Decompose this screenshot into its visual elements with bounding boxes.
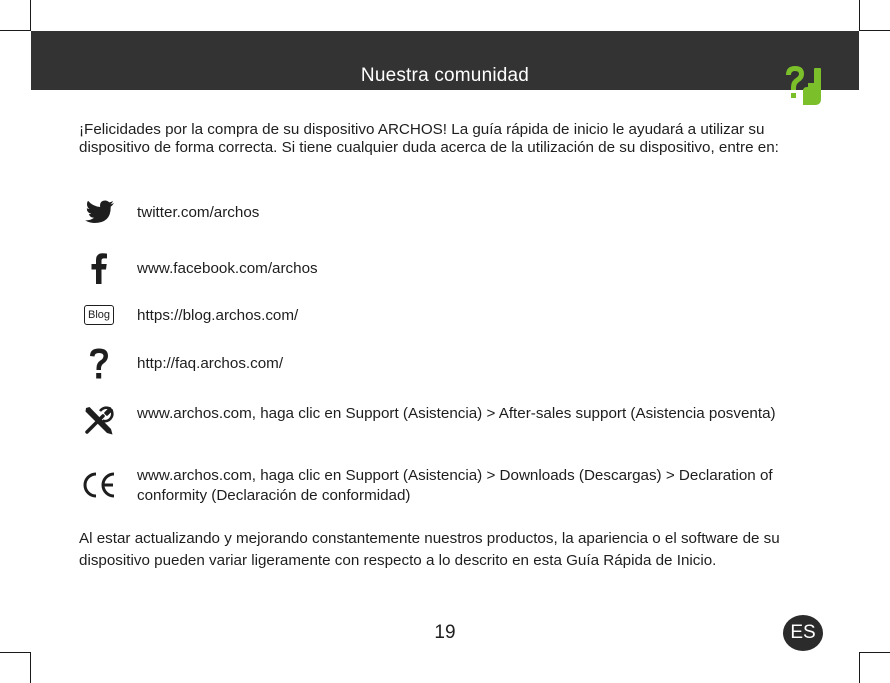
crop-mark — [30, 0, 31, 31]
question-mark-icon — [88, 347, 110, 381]
crop-mark — [0, 652, 31, 653]
twitter-icon — [83, 199, 115, 227]
crop-mark — [859, 0, 860, 31]
crop-mark — [0, 30, 31, 31]
language-badge: ES — [783, 615, 823, 651]
crop-mark — [859, 652, 860, 683]
intro-text: ¡Felicidades por la compra de su dispositivo ARCHOS! La guía rápida de inicio le ayudará a utilizar su dispositivo de forma correcta. Si tiene cualquier duda acerca de la utilización de su dispositivo, entre en: — [79, 121, 779, 156]
faq-link[interactable]: http://faq.archos.com/ — [137, 355, 284, 372]
tools-icon — [83, 405, 115, 437]
blog-link[interactable]: https://blog.archos.com/ — [137, 307, 299, 324]
crop-mark — [859, 652, 890, 653]
ce-mark-icon — [81, 470, 117, 500]
section-header — [31, 31, 859, 90]
outro-text: Al estar actualizando y mejorando constantemente nuestros productos, la apariencia o el software de su dispositivo pueden variar ligeramente con respecto a lo descrito en esta Guía Rápida de Inicio. — [79, 530, 780, 569]
question-hand-icon — [781, 61, 831, 109]
conformity-link[interactable]: www.archos.com, haga clic en Support (Asistencia) > Downloads (Descargas) > Declaration of conformity (Declaración de conformidad) — [137, 467, 773, 504]
facebook-link[interactable]: www.facebook.com/archos — [137, 260, 318, 277]
twitter-link[interactable]: twitter.com/archos — [137, 204, 260, 221]
facebook-icon — [90, 252, 108, 284]
page-number: 19 — [434, 622, 456, 643]
blog-icon: Blog — [84, 305, 114, 325]
page-title: Nuestra comunidad — [360, 65, 530, 86]
crop-mark — [859, 30, 890, 31]
crop-mark — [30, 652, 31, 683]
support-link[interactable]: www.archos.com, haga clic en Support (Asistencia) > After-sales support (Asistencia posventa) — [137, 405, 776, 422]
